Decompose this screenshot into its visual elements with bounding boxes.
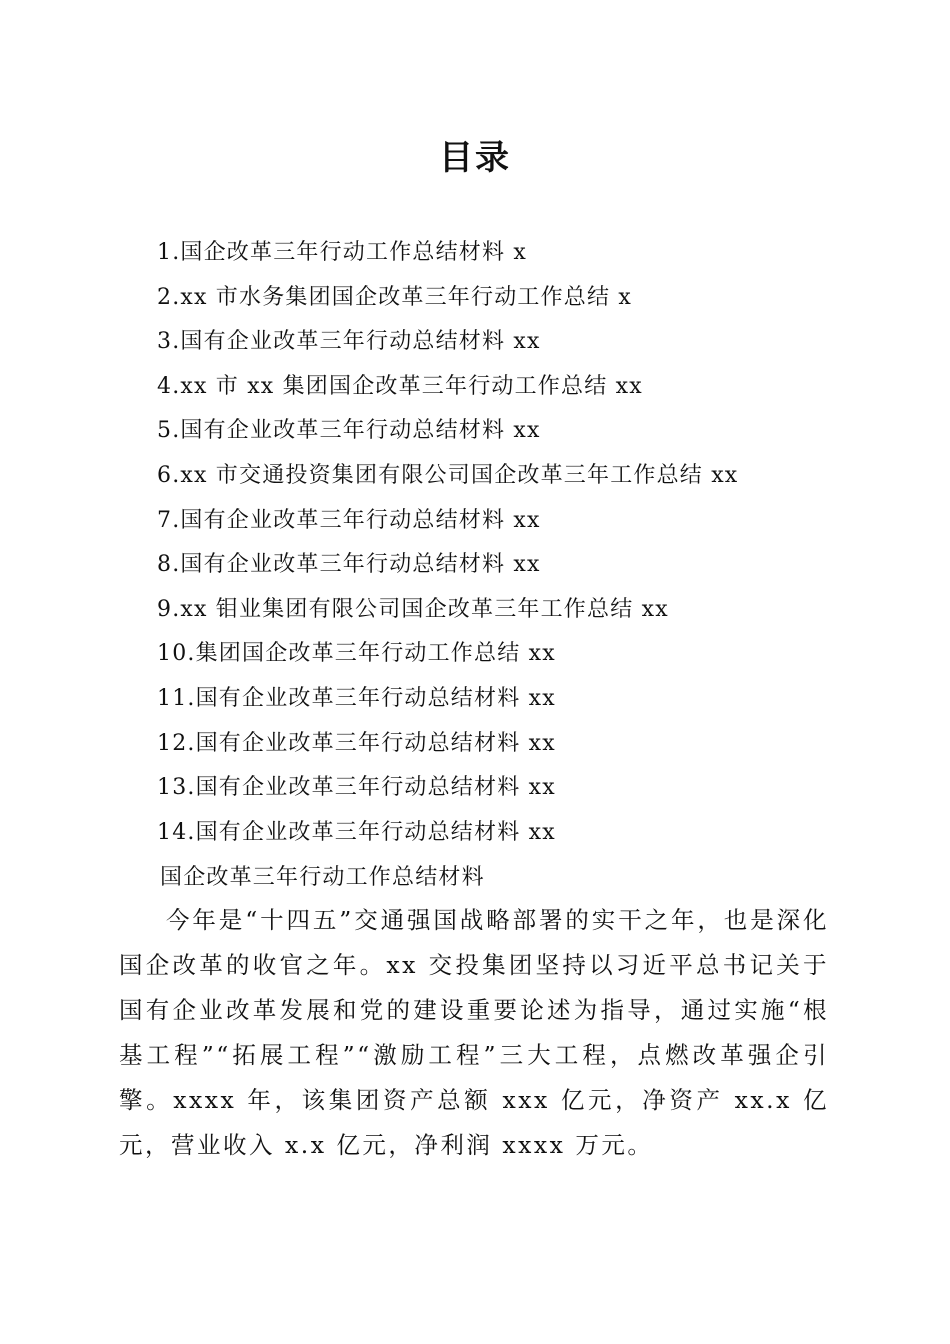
toc-item: 5.国有企业改革三年行动总结材料 xx (157, 418, 541, 444)
toc-item: 8.国有企业改革三年行动总结材料 xx (157, 552, 541, 578)
toc-item: 1.国企改革三年行动工作总结材料 x (157, 240, 527, 265)
toc-item: 7.国有企业改革三年行动总结材料 xx (157, 507, 541, 533)
toc-item: 10.集团国企改革三年行动工作总结 xx (157, 641, 556, 667)
toc-item: 12.国有企业改革三年行动总结材料 xx (157, 730, 556, 756)
toc-item: 6.xx 市交通投资集团有限公司国企改革三年工作总结 xx (157, 462, 739, 488)
toc-item: 4.xx 市 xx 集团国企改革三年行动工作总结 xx (157, 373, 643, 399)
page-title: 目录 (439, 138, 511, 178)
toc-item: 11.国有企业改革三年行动总结材料 xx (157, 685, 556, 711)
table-of-contents (157, 231, 738, 855)
toc-item: 13.国有企业改革三年行动总结材料 xx (157, 775, 556, 801)
body-paragraph: 今年是“十四五”交通强国战略部署的实干之年，也是深化国企改革的收官之年。xx 交投集团坚持以习近平总书记关于国有企业改革发展和党的建设重要论述为指导，通过实施“根基工程”“拓展工程”“激励工程”三大工程，点燃改革强企引擎。xxxx 年，该集团资产总额 xxx 亿元，净资产 xx.x 亿元，营业收入 x.x 亿元，净利润 xxxx 万元。 (119, 906, 829, 1159)
toc-item: 2.xx 市水务集团国企改革三年行动工作总结 x (157, 284, 632, 310)
section-heading: 国企改革三年行动工作总结材料 (160, 865, 485, 890)
toc-item: 9.xx 钼业集团有限公司国企改革三年工作总结 xx (157, 596, 669, 622)
toc-item: 3.国有企业改革三年行动总结材料 xx (157, 329, 541, 355)
toc-item: 14.国有企业改革三年行动总结材料 xx (157, 819, 556, 845)
